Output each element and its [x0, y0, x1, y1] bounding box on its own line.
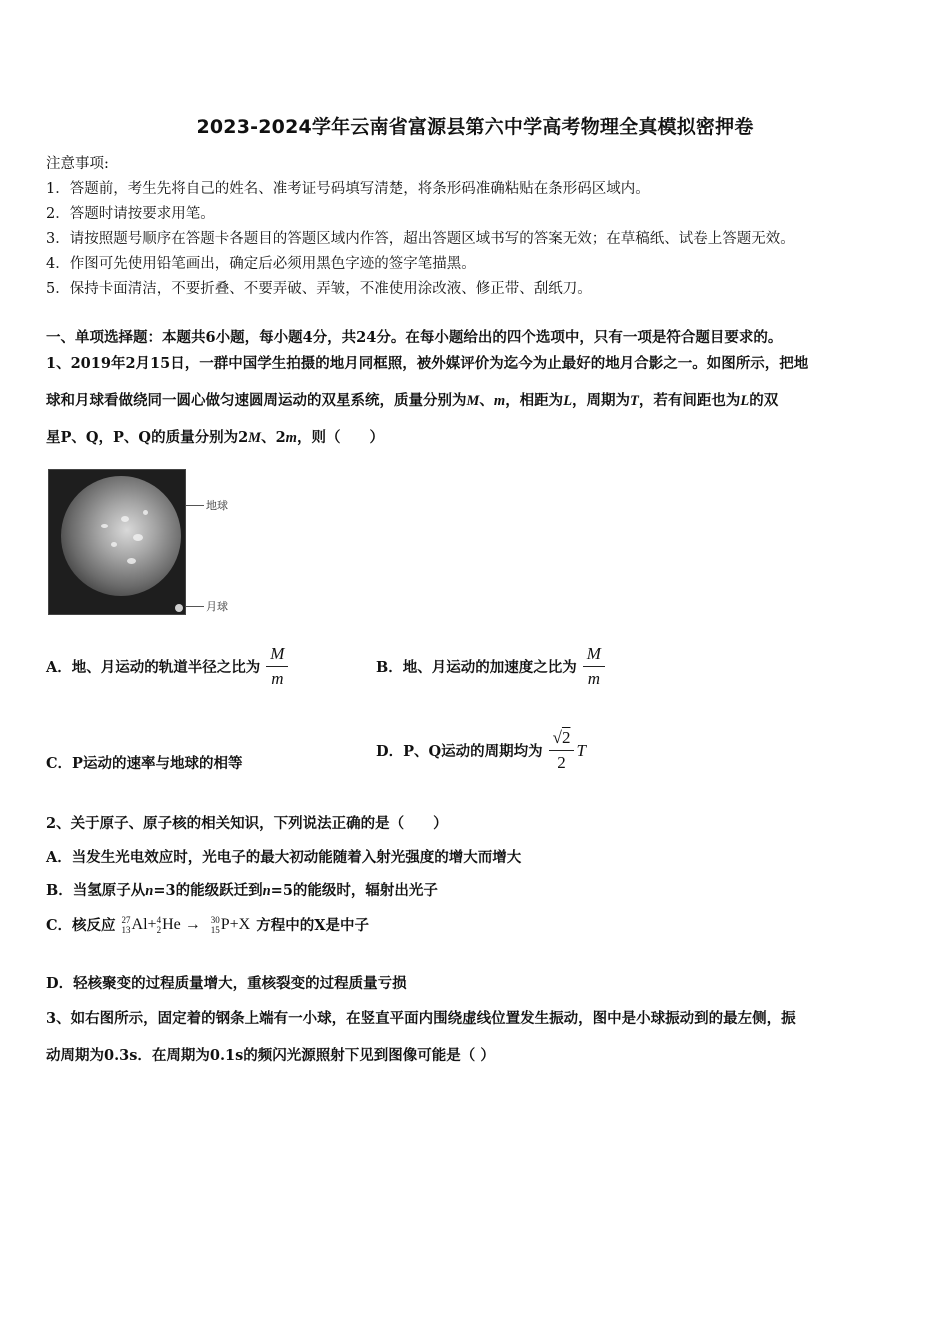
q1-text: 、: [479, 392, 494, 409]
notice-item-1: 1．答题前，考生先将自己的姓名、准考证号码填写清楚，将条形码准确粘贴在条形码区域内。: [46, 181, 650, 197]
earth-moon-photo: [48, 469, 186, 615]
atomic-number: 2: [156, 924, 162, 935]
q2-text: C．核反应: [46, 917, 116, 934]
sqrt-symbol: √: [552, 728, 562, 747]
option-b-text: B．地、月运动的加速度之比为: [376, 659, 577, 676]
q3-line-1: 3、如右图所示，固定着的钢条上端有一小球，在竖直平面内围绕虚线位置发生振动，图中是小球振动到的最左侧，振: [46, 1010, 796, 1027]
notice-item-2: 2．答题时请按要求用笔。: [46, 206, 215, 222]
var-T: T: [630, 393, 639, 409]
var-L: L: [563, 393, 573, 409]
q1-text: ，周期为: [572, 392, 631, 409]
fraction-numerator: [549, 728, 575, 751]
fraction-numerator: M: [583, 644, 605, 667]
phosphorus-isotope: [211, 915, 250, 935]
label-earth: 地球: [206, 499, 228, 512]
q3-line-2: 动周期为0.3s．在周期为0.1s的频闪光源照射下见到图像可能是（ ）: [46, 1047, 495, 1064]
moon-leader-line: [186, 606, 204, 607]
q1-text: ，则（ ）: [296, 429, 384, 446]
q1-line-3: [46, 426, 906, 447]
mass-number: 4: [156, 914, 162, 925]
q1-text: 球和月球看做绕同一圆心做匀速圆周运动的双星系统，质量分别为: [46, 392, 467, 409]
atomic-number: 13: [121, 924, 131, 935]
notice-heading: 注意事项:: [46, 156, 109, 172]
q2-option-c[interactable]: [46, 914, 369, 935]
element-symbol: P+X: [220, 915, 251, 933]
q1-line-2: [46, 389, 906, 410]
notice-item-4: 4．作图可先使用铅笔画出，确定后必须用黑色字迹的签字笔描黑。: [46, 256, 476, 272]
option-d-text: D．P、Q运动的周期均为: [376, 743, 543, 760]
option-c-text: C．P运动的速率与地球的相等: [46, 755, 243, 772]
q1-text: 、2: [261, 429, 286, 446]
var-n: n: [262, 883, 271, 899]
var-m: m: [285, 430, 297, 446]
var-T: T: [576, 740, 586, 760]
helium-isotope: [157, 915, 201, 935]
fraction-M-over-m: [583, 644, 605, 689]
fraction-denominator: m: [271, 669, 284, 688]
q1-option-a[interactable]: [46, 644, 288, 689]
aluminum-isotope: [122, 915, 157, 935]
exam-title: 2023-2024学年云南省富源县第六中学高考物理全真模拟密押卷: [196, 116, 754, 138]
q1-text: 的双: [749, 392, 779, 409]
var-L: L: [740, 393, 750, 409]
q2-text: B．当氢原子从: [46, 882, 146, 899]
q1-text: ，若有间距也为: [638, 392, 741, 409]
q2-text: =3的能级跃迁到: [153, 882, 263, 899]
q2-text: =5的能级时，辐射出光子: [270, 882, 438, 899]
radicand: 2: [561, 728, 571, 747]
earth-leader-line: [186, 505, 204, 506]
q2-text: 方程中的X是中子: [256, 917, 369, 934]
option-a-text: A．地、月运动的轨道半径之比为: [46, 659, 261, 676]
var-m: m: [493, 393, 506, 409]
moon-image: [175, 604, 183, 612]
var-M: M: [466, 393, 480, 409]
q1-option-c[interactable]: [46, 752, 242, 773]
q2-stem: 2、关于原子、原子核的相关知识，下列说法正确的是（ ）: [46, 815, 448, 832]
fraction-denominator: 2: [557, 753, 566, 772]
q2-option-a[interactable]: A．当发生光电效应时，光电子的最大初动能随着入射光强度的增大而增大: [46, 849, 522, 866]
q1-line-1: 1、2019年2月15日，一群中国学生拍摄的地月同框照，被外媒评价为迄今为止最好的地月合影之一。如图所示，把地: [46, 355, 809, 372]
fraction-M-over-m: [266, 644, 288, 689]
var-M: M: [248, 430, 262, 446]
element-symbol: He →: [162, 915, 201, 933]
mass-number: 27: [121, 914, 131, 925]
earth-moon-photo-figure: [46, 467, 246, 615]
element-symbol: Al+: [131, 915, 157, 933]
nuclear-reaction-equation: [122, 915, 251, 935]
notice-item-5: 5．保持卡面清洁，不要折叠、不要弄破、弄皱，不准使用涂改液、修正带、刮纸刀。: [46, 281, 592, 297]
q1-text: ，相距为: [505, 392, 564, 409]
q1-option-d[interactable]: [376, 728, 586, 773]
q1-option-b[interactable]: [376, 644, 605, 689]
mass-number: 30: [210, 914, 220, 925]
fraction-denominator: m: [587, 669, 600, 688]
q1-text: 星P、Q，P、Q的质量分别为2: [46, 429, 249, 446]
atomic-number: 15: [210, 924, 220, 935]
var-n: n: [145, 883, 154, 899]
notice-item-3: 3．请按照题号顺序在答题卡各题目的答题区域内作答，超出答题区域书写的答案无效；在草稿纸、试卷上答题无效。: [46, 231, 795, 247]
earth-image: [61, 476, 181, 596]
q2-option-b[interactable]: [46, 879, 906, 900]
fraction-sqrt2-over-2: [549, 728, 575, 773]
fraction-numerator: M: [266, 644, 288, 667]
q2-option-d[interactable]: D．轻核聚变的过程质量增大，重核裂变的过程质量亏损: [46, 975, 407, 992]
label-moon: 月球: [206, 600, 228, 613]
section-heading: 一、单项选择题：本题共6小题，每小题4分，共24分。在每小题给出的四个选项中，只有一项是符合题目要求的。: [46, 329, 783, 346]
